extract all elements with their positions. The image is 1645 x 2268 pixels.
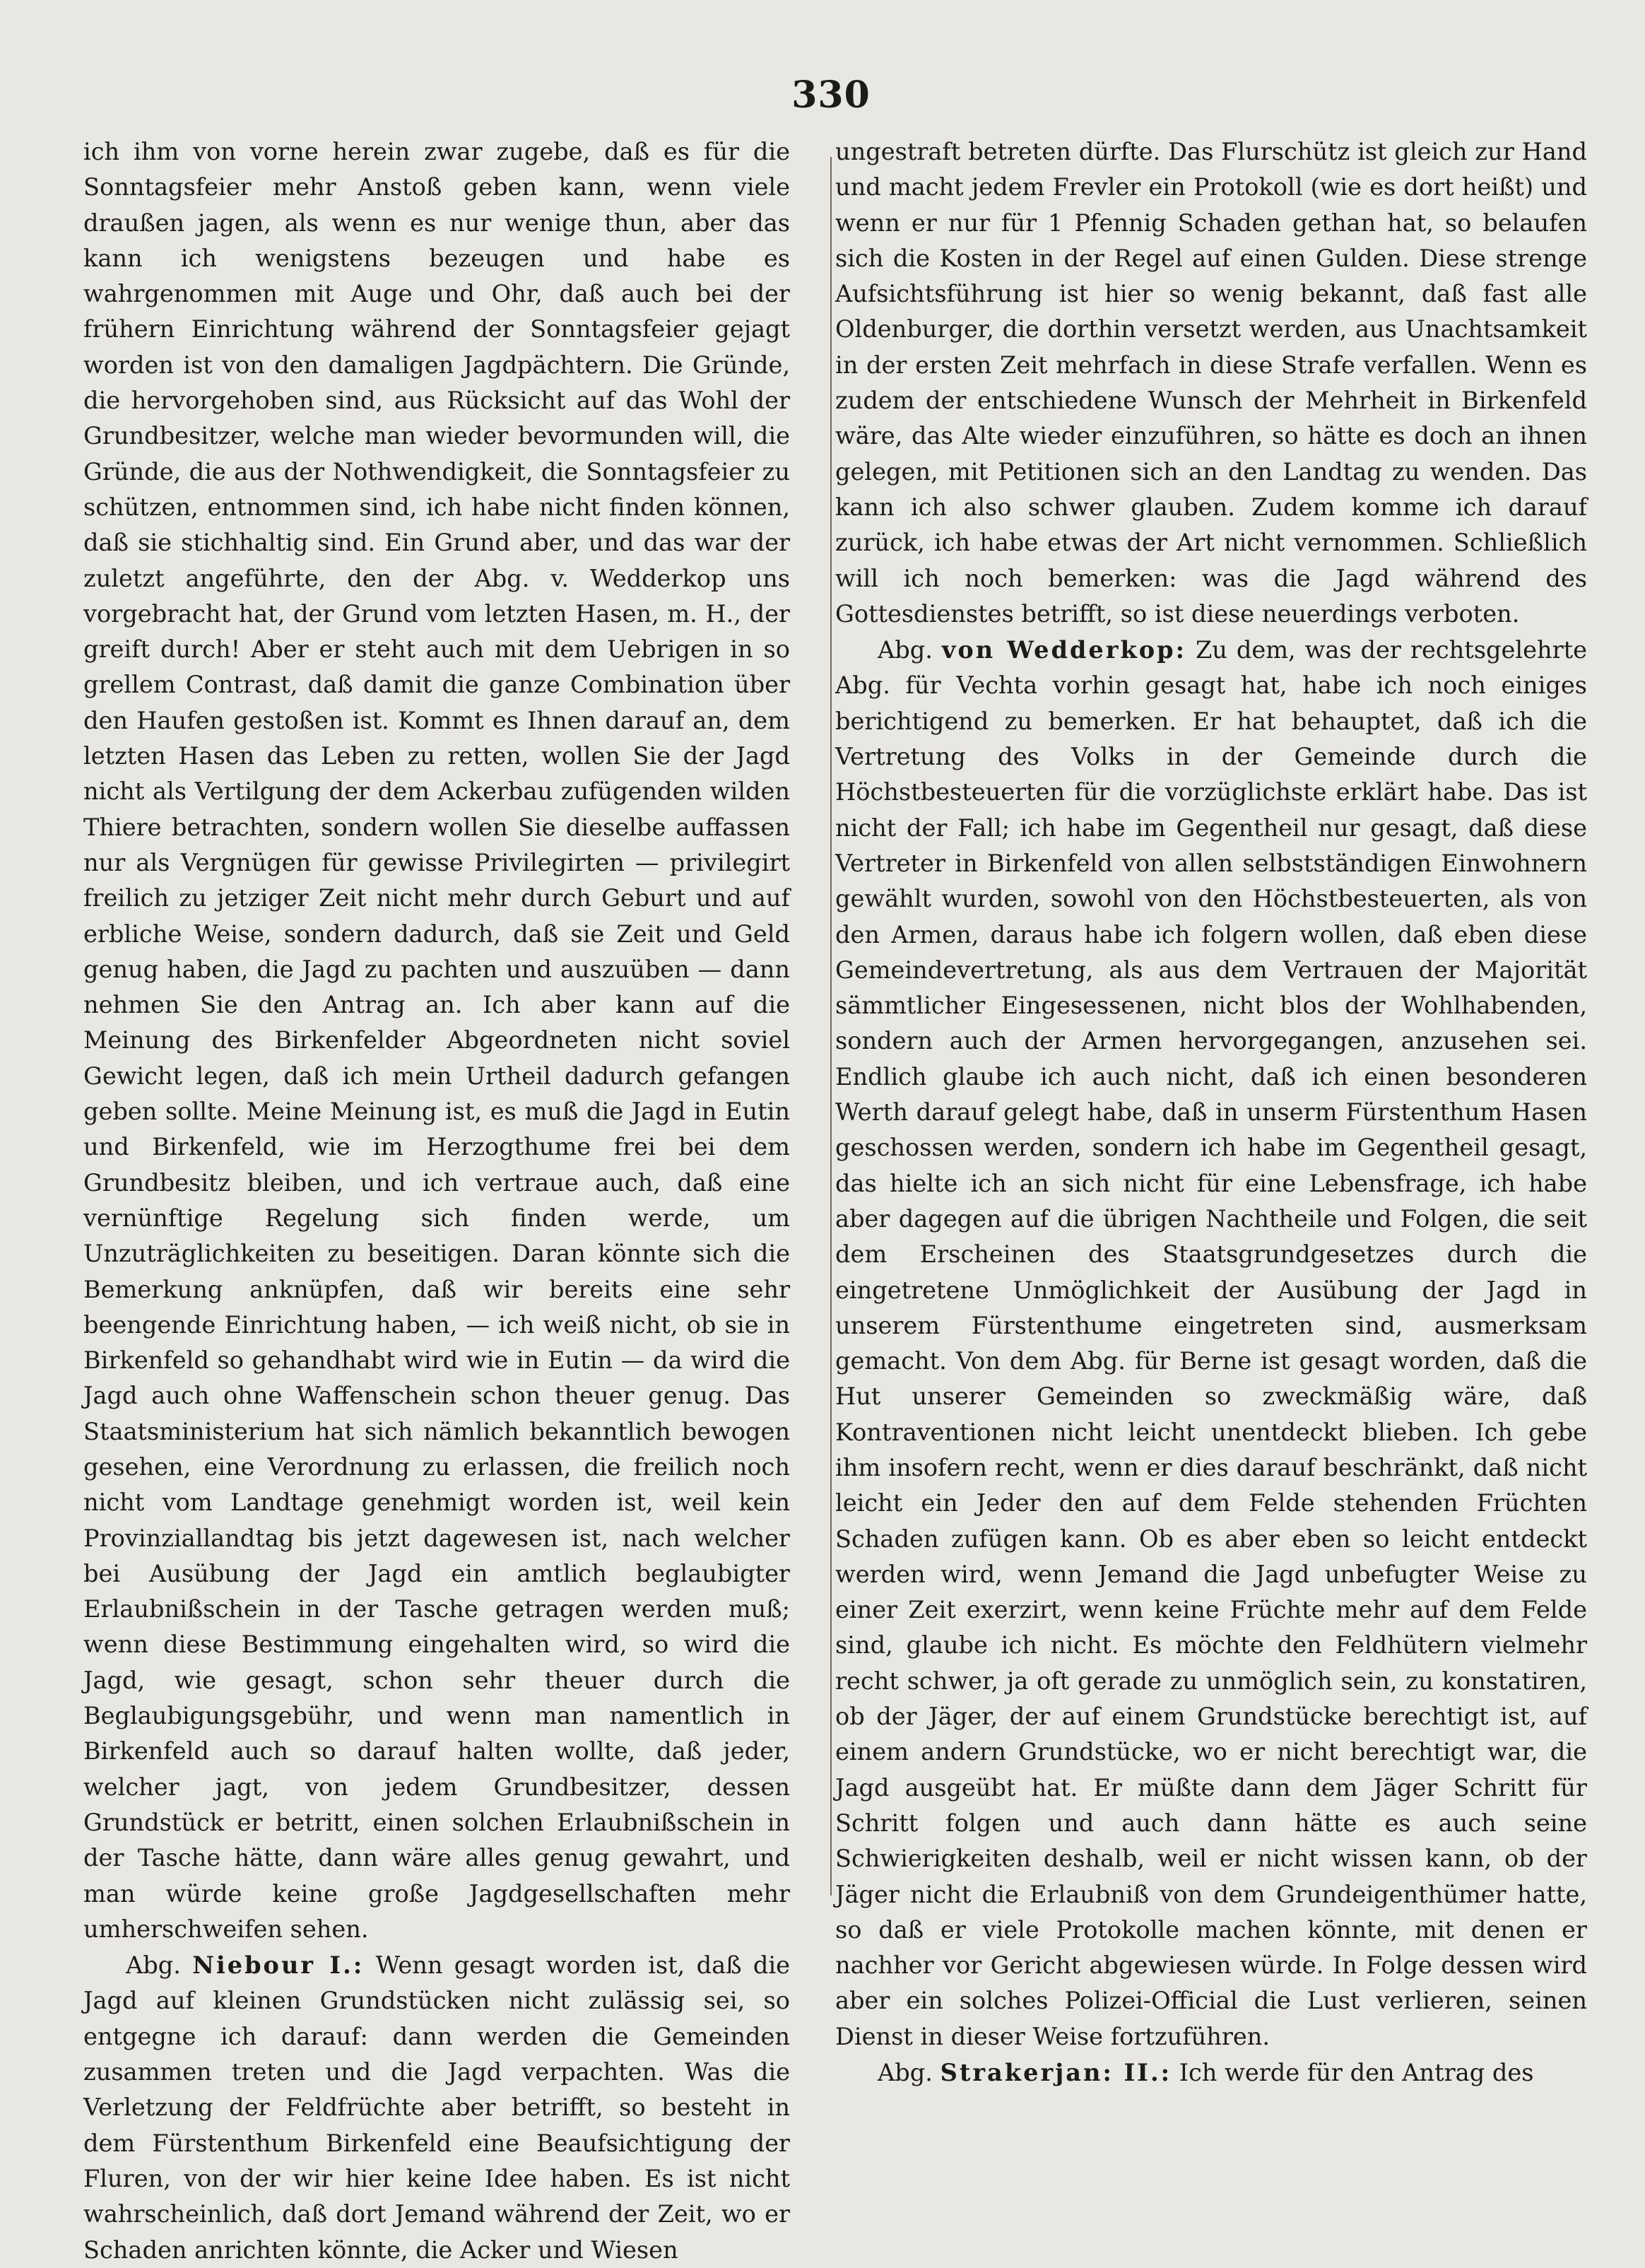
page-number: 330 [791, 74, 871, 117]
left-column [83, 134, 790, 2268]
speech-text: Zu dem, was der rechtsgelehrte Abg. für Vechta vorhin gesagt hat, habe ich noch einiges berichtigend zu bemerken. Er hat behauptet, daß ich die Vertretung des Volks in der Gemeinde durch die Höchstbesteuerten für die vorzüglichste erklärt habe. Das ist nicht der Fall; ich habe im Gegentheil nur gesagt, daß diese Vertreter in Birkenfeld von allen selbstständigen Einwohnern gewählt wurden, sowohl von den Höchstbesteuerten, als von den Armen, daraus habe ich folgern wollen, daß eben diese Gemeindevertretung, als aus dem Vertrauen der Majorität sämmtlicher Eingesessenen, nicht blos der Wohlhabenden, sondern auch der Armen hervorgegangen, anzusehen sei. Endlich glaube ich auch nicht, daß ich einen besonderen Werth darauf gelegt habe, daß in unserm Fürstenthum Hasen geschossen werden, sondern ich habe im Gegentheil gesagt, das hielte ich an sich nicht für eine Lebensfrage, ich habe aber dagegen auf die übrigen Nachtheile und Folgen, die seit dem Erscheinen des Staatsgrundgesetzes durch die eingetretene Unmöglichkeit der Ausübung der Jagd in unserem Fürstenthume eingetreten sind, ausmerksam gemacht. Von dem Abg. für Berne ist gesagt worden, daß die Hut unserer Gemeinden so zweckmäßig wäre, daß Kontraventionen nicht leicht unentdeckt blieben. Ich gebe ihm insofern recht, wenn er dies darauf beschränkt, daß nicht leicht ein Jeder den auf dem Felde stehenden Früchten Schaden zufügen kann. Ob es aber eben so leicht entdeckt werden wird, wenn Jemand die Jagd unbefugter Weise zu einer Zeit exerzirt, wenn keine Früchte mehr auf dem Felde sind, glaube ich nicht. Es möchte den Feldhütern vielmehr recht schwer, ja oft gerade zu unmöglich sein, zu konstatiren, ob der Jäger, der auf einem Grundstücke berechtigt ist, auf einem andern Grundstücke, wo er nicht berechtigt war, die Jagd ausgeübt hat. Er müßte dann dem Jäger Schritt für Schritt folgen und auch dann hätte es auch seine Schwierigkeiten deshalb, weil er nicht wissen kann, ob der Jäger nicht die Erlaubniß von dem Grundeigenthümer hatte, so daß er viele Protokolle machen könnte, mit denen er nachher vor Gericht abgewiesen würde. In Folge dessen wird aber ein solches Polizei-Official die Lust verlieren, seinen Dienst in dieser Weise fortzuführen. [835, 636, 1587, 2050]
speaker-name: von Wedderkop: [941, 635, 1187, 664]
speaker-name: Niebour I.: [192, 1951, 365, 1980]
paragraph-speech [835, 632, 1587, 2055]
right-column [835, 134, 1587, 2091]
speaker-prefix: Abg. [878, 636, 933, 664]
paragraph: ungestraft betreten dürfte. Das Flurschütz ist gleich zur Hand und macht jedem Frevler ein Protokoll (wie es dort heißt) und wenn er nur für 1 Pfennig Schaden gethan hat, so belaufen sich die Kosten in der Regel auf einen Gulden. Diese strenge Aufsichtsführung ist hier so wenig bekannt, daß fast alle Oldenburger, die dorthin versetzt werden, aus Unachtsamkeit in der ersten Zeit mehrfach in diese Strafe verfallen. Wenn es zudem der entschiedene Wunsch der Mehrheit in Birkenfeld wäre, das Alte wieder einzuführen, so hätte es doch an ihnen gelegen, mit Petitionen sich an den Landtag zu wenden. Das kann ich also schwer glauben. Zudem komme ich darauf zurück, ich habe etwas der Art nicht vernommen. Schließlich will ich noch bemerken: was die Jagd während des Gottesdienstes betrifft, so ist diese neuerdings verboten. [835, 138, 1587, 628]
paragraph-speech [83, 1947, 790, 2268]
speech-text: Wenn gesagt worden ist, daß die Jagd auf kleinen Grundstücken nicht zulässig sei, so entgegne ich darauf: dann werden die Gemeinden zusammen treten und die Jagd verpachten. Was die Verletzung der Feldfrüchte aber betrifft, so besteht in dem Fürstenthum Birkenfeld eine Beaufsichtigung der Fluren, von der wir hier keine Idee haben. Es ist nicht wahrscheinlich, daß dort Jemand während der Zeit, wo er Schaden anrichten könnte, die Acker und Wiesen [83, 1951, 790, 2264]
speaker-prefix: Abg. [878, 2059, 933, 2087]
column-divider [830, 157, 832, 1896]
speech-text: Ich werde für den Antrag des [1179, 2059, 1534, 2087]
speaker-prefix: Abg. [126, 1951, 181, 1980]
speaker-name: Strakerjan: II.: [940, 2058, 1172, 2087]
paragraph-speech [835, 2055, 1587, 2091]
paragraph: ich ihm von vorne herein zwar zugebe, daß es für die Sonntagsfeier mehr Anstoß geben kann, wenn viele draußen jagen, als wenn es nur wenige thun, aber das kann ich wenigstens bezeugen und habe es wahrgenommen mit Auge und Ohr, daß auch bei der frühern Einrichtung während der Sonntagsfeier gejagt worden ist von den damaligen Jagdpächtern. Die Gründe, die hervorgehoben sind, aus Rücksicht auf das Wohl der Grundbesitzer, welche man wieder bevormunden will, die Gründe, die aus der Nothwendigkeit, die Sonntagsfeier zu schützen, entnommen sind, ich habe nicht finden können, daß sie stichhaltig sind. Ein Grund aber, und das war der zuletzt angeführte, den der Abg. v. Wedderkop uns vorgebracht hat, der Grund vom letzten Hasen, m. H., der greift durch! Aber er steht auch mit dem Uebrigen in so grellem Contrast, daß damit die ganze Combination über den Haufen gestoßen ist. Kommt es Ihnen darauf an, dem letzten Hasen das Leben zu retten, wollen Sie der Jagd nicht als Vertilgung der dem Ackerbau zufügenden wilden Thiere betrachten, sondern wollen Sie dieselbe auffassen nur als Vergnügen für gewisse Privilegirten — privilegirt freilich zu jetziger Zeit nicht mehr durch Geburt und auf erbliche Weise, sondern dadurch, daß sie Zeit und Geld genug haben, die Jagd zu pachten und auszuüben — dann nehmen Sie den Antrag an. Ich aber kann auf die Meinung des Birkenfelder Abgeordneten nicht soviel Gewicht legen, daß ich mein Urtheil dadurch gefangen geben sollte. Meine Meinung ist, es muß die Jagd in Eutin und Birkenfeld, wie im Herzogthume frei bei dem Grundbesitz bleiben, und ich vertraue auch, daß eine vernünftige Regelung sich finden werde, um Unzuträglichkeiten zu beseitigen. Daran könnte sich die Bemerkung anknüpfen, daß wir bereits eine sehr beengende Einrichtung haben, — ich weiß nicht, ob sie in Birkenfeld so gehandhabt wird wie in Eutin — da wird die Jagd auch ohne Waffenschein schon theuer genug. Das Staatsministerium hat sich nämlich bekanntlich bewogen gesehen, eine Verordnung zu erlassen, die freilich noch nicht vom Landtage genehmigt worden ist, weil kein Provinziallandtag bis jetzt dagewesen ist, nach welcher bei Ausübung der Jagd ein amtlich beglaubigter Erlaubnißschein in der Tasche getragen werden muß; wenn diese Bestimmung eingehalten wird, so wird die Jagd, wie gesagt, schon sehr theuer durch die Beglaubigungsgebühr, und wenn man namentlich in Birkenfeld auch so darauf halten wollte, daß jeder, welcher jagt, von jedem Grundbesitzer, dessen Grundstück er betritt, einen solchen Erlaubnißschein in der Tasche hätte, dann wäre alles genug gewahrt, und man würde keine große Jagdgesellschaften mehr umherschweifen sehen. [83, 138, 790, 1943]
